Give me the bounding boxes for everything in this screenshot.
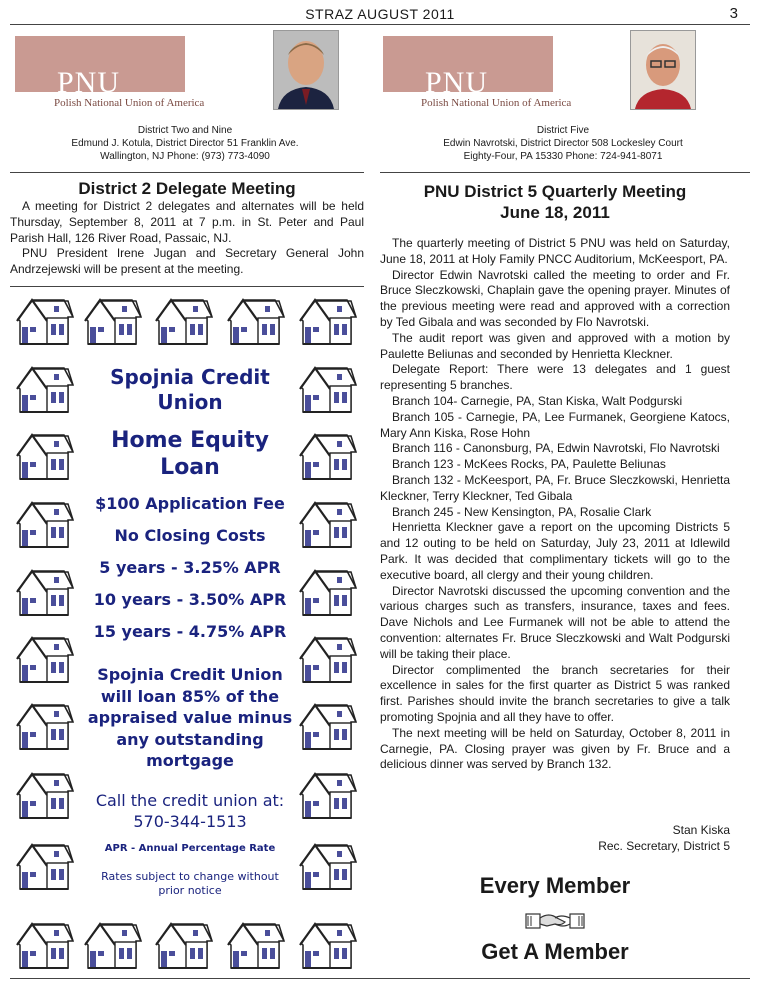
ad-title bbox=[88, 365, 292, 415]
district5-paragraph: Branch 245 - New Kensington, PA, Rosalie Clark bbox=[392, 504, 652, 519]
house-icon bbox=[299, 568, 357, 618]
house-icon bbox=[155, 921, 213, 971]
signature-name: Stan Kiska bbox=[672, 823, 730, 837]
district5-paragraph: Director Edwin Navrotski called the meeting to order and Fr. Bruce Sleczkowski, Chaplain gave the opening prayer. Minutes of the previous meeting were read and approved with a correction by Ted Gibala and was seconded by Flo Navrotski. bbox=[380, 267, 730, 329]
ad-rate-15yr: 15 years - 4.75% APR bbox=[93, 622, 287, 641]
right-district-label: District Five bbox=[536, 125, 590, 136]
ad-rate-10yr: 10 years - 3.50% APR bbox=[93, 590, 287, 609]
district5-article bbox=[380, 236, 730, 773]
left-section-rule bbox=[10, 172, 364, 173]
signature-title: Rec. Secretary, District 5 bbox=[598, 839, 730, 853]
house-icon bbox=[16, 921, 74, 971]
district2-paragraph: PNU President Irene Jugan and Secretary General John Andrzejewski will be present at the meeting. bbox=[10, 246, 364, 277]
district5-paragraph: The next meeting will be held on Saturday, October 8, 2011 in Carnegie, PA. Closing prayer was given by Fr. Bruce and a delicious dinner was served by Branch 132. bbox=[380, 725, 730, 772]
district2-paragraph: A meeting for District 2 delegates and alternates will be held Thursday, September 8, 2011 at 7 p.m. in St. Peter and Paul Parish Hall, 126 River Road, Passaic, NJ. bbox=[10, 199, 364, 245]
ad-closing: No Closing Costs bbox=[114, 526, 266, 545]
page-header-title: STRAZ AUGUST 2011 bbox=[305, 6, 455, 22]
ad-fee: $100 Application Fee bbox=[95, 494, 285, 513]
left-director-line2: Wallington, NJ Phone: (973) 773-4090 bbox=[100, 151, 270, 162]
house-icon bbox=[16, 702, 74, 752]
house-icon bbox=[16, 842, 74, 892]
pnu-logo-subtitle-left: Polish National Union of America bbox=[54, 97, 205, 109]
director-photo-right bbox=[630, 30, 696, 110]
district5-heading-line: PNU District 5 Quarterly Meeting bbox=[423, 182, 687, 201]
page-number: 3 bbox=[729, 5, 738, 22]
ad-rate-5yr: 5 years - 3.25% APR bbox=[99, 558, 281, 577]
left-district-label: District Two and Nine bbox=[137, 125, 233, 136]
footer-rule bbox=[10, 978, 750, 979]
house-icon bbox=[299, 771, 357, 821]
district5-paragraph: Branch 132 - McKeesport, PA, Fr. Bruce Sleczkowski, Henrietta Kleckner, Terry Kleckner, Ted Gibala bbox=[380, 472, 730, 503]
district5-heading bbox=[380, 181, 730, 223]
header-rule bbox=[10, 24, 750, 25]
house-icon bbox=[299, 297, 357, 347]
right-director-line2: Eighty-Four, PA 15330 Phone: 724-941-8071 bbox=[463, 151, 663, 162]
ad-loan-text-line: mortgage bbox=[146, 751, 234, 770]
left-director-line1: Edmund J. Kotula, District Director 51 Franklin Ave. bbox=[71, 138, 299, 149]
house-icon bbox=[155, 297, 213, 347]
pnu-logo-right: PNU bbox=[383, 36, 553, 92]
ad-loan-text-line: appraised value minus bbox=[87, 708, 293, 727]
ad-loan-line: Loan bbox=[160, 455, 220, 480]
district2-heading: District 2 Delegate Meeting bbox=[78, 179, 296, 198]
house-icon bbox=[299, 432, 357, 482]
house-icon bbox=[16, 432, 74, 482]
ad-phone: 570-344-1513 bbox=[133, 812, 247, 831]
ad-title-line: Spojnia Credit bbox=[110, 365, 270, 389]
pnu-logo-subtitle-right: Polish National Union of America bbox=[421, 97, 572, 109]
house-icon bbox=[227, 297, 285, 347]
right-section-rule bbox=[380, 172, 750, 173]
ad-loan-description bbox=[86, 664, 294, 772]
house-icon bbox=[16, 500, 74, 550]
house-icon bbox=[299, 921, 357, 971]
ad-apr-note: APR - Annual Percentage Rate bbox=[104, 843, 276, 854]
district2-rule bbox=[10, 286, 364, 287]
right-director-info bbox=[383, 124, 743, 163]
house-icon bbox=[84, 921, 142, 971]
district5-paragraph: Branch 105 - Carnegie, PA, Lee Furmanek, Georgiene Katocs, Mary Ann Kiska, Rose Hohn bbox=[380, 409, 730, 440]
district5-paragraph: The audit report was given and approved with a motion by Paulette Beliunas and seconded by Henrietta Kleckner. bbox=[380, 330, 730, 361]
house-icon bbox=[16, 365, 74, 415]
district5-paragraph: Director Navrotski discussed the upcoming convention and the various charges such as transfers, insurance, taxes and fees. Dave Nichols and Lee Furmanek will not be able to attend the convention: alternates Fr. Bruce Sleczkowski and Walt Podgurski will be taking their place. bbox=[380, 583, 730, 661]
district5-paragraph: Director complimented the branch secretaries for their excellence in sales for the first quarter as District 5 was ranked first. Parishes should invite the branch secretaries to give a talk promoting Spojnia and all they have to offer. bbox=[380, 662, 730, 724]
house-icon bbox=[227, 921, 285, 971]
house-icon bbox=[16, 771, 74, 821]
district5-heading-date: June 18, 2011 bbox=[500, 203, 610, 222]
district5-paragraph: Delegate Report: There were 13 delegates and 1 guest representing 5 branches. bbox=[380, 362, 730, 393]
right-director-line1: Edwin Navrotski, District Director 508 Lockesley Court bbox=[443, 138, 683, 149]
director-photo-left bbox=[273, 30, 339, 110]
ad-rates-line: prior notice bbox=[158, 884, 222, 897]
district2-article bbox=[10, 199, 364, 278]
house-icon bbox=[16, 297, 74, 347]
ad-rates-note bbox=[88, 870, 292, 898]
slogan-every-member: Every Member bbox=[479, 873, 631, 898]
district5-paragraph: The quarterly meeting of District 5 PNU was held on Saturday, June 18, 2011 at Holy Family PNCC Auditorium, McKeesport, PA. bbox=[380, 236, 730, 266]
district5-paragraph: Branch 104- Carnegie, PA, Stan Kiska, Walt Podgurski bbox=[392, 393, 683, 408]
left-director-info bbox=[15, 124, 355, 163]
house-icon bbox=[299, 702, 357, 752]
ad-call bbox=[88, 790, 292, 832]
pnu-logo-left: PNU bbox=[15, 36, 185, 92]
house-icon bbox=[16, 635, 74, 685]
house-icon bbox=[84, 297, 142, 347]
ad-loan-title bbox=[88, 427, 292, 481]
slogan-get-a-member: Get A Member bbox=[481, 939, 629, 964]
handshake-icon bbox=[525, 908, 585, 932]
district5-paragraph: Henrietta Kleckner gave a report on the upcoming Districts 5 and 12 outing to be held on Saturday, July 23, 2011 at Idlewild Park. It was decided that complimentary tickets will go to the executive board, all clergy and their young children. bbox=[380, 520, 730, 582]
ad-loan-text-line: Spojnia Credit Union bbox=[97, 665, 283, 684]
district5-signature bbox=[380, 822, 730, 854]
district5-paragraph: Branch 116 - Canonsburg, PA, Edwin Navrotski, Flo Navrotski bbox=[392, 441, 720, 456]
house-icon bbox=[16, 568, 74, 618]
ad-loan-text-line: any outstanding bbox=[116, 729, 264, 749]
house-icon bbox=[299, 842, 357, 892]
ad-loan-text-line: will loan 85% of the bbox=[100, 686, 280, 706]
ad-call-line: Call the credit union at: bbox=[95, 791, 285, 810]
house-icon bbox=[299, 365, 357, 415]
house-icon bbox=[299, 635, 357, 685]
ad-rates-line: Rates subject to change without bbox=[101, 870, 279, 883]
district5-paragraph: Branch 123 - McKees Rocks, PA, Paulette Beliunas bbox=[392, 457, 666, 472]
house-icon bbox=[299, 500, 357, 550]
ad-loan-line: Home Equity bbox=[111, 428, 269, 453]
ad-title-line: Union bbox=[157, 390, 223, 414]
